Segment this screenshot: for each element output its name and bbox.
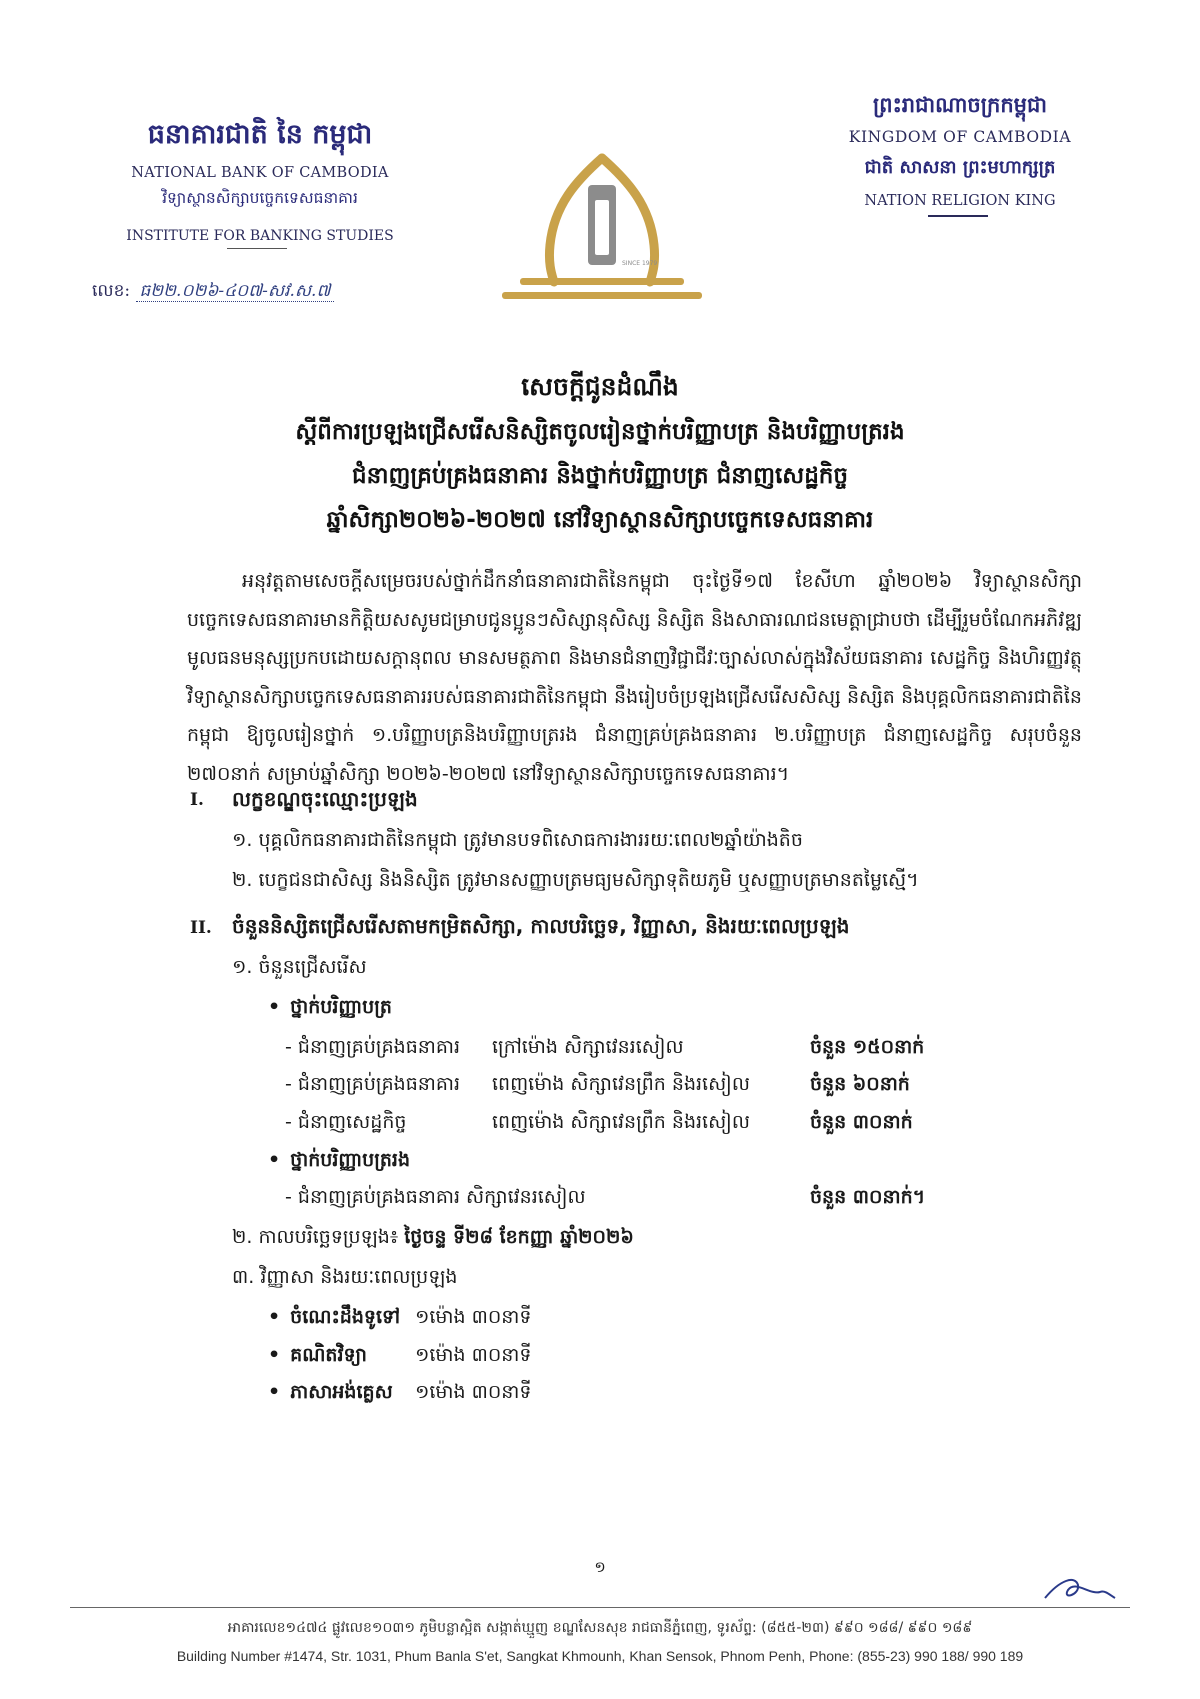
bachelor-row-2-count: ចំនួន ៦០នាក់: [810, 1073, 910, 1095]
subject-3-duration: ១ម៉ោង ៣០នាទី: [415, 1381, 532, 1403]
section-2-heading: ចំនួននិស្សិតជ្រើសរើសតាមកម្រិតសិក្សា, កាលបរិច្ឆេទ, វិញ្ញាសា, និងរយៈពេលប្រឡង: [232, 914, 850, 938]
associate-row-1-count: ចំនួន ៣០នាក់។: [810, 1186, 926, 1208]
bank-english-name: NATIONAL BANK OF CAMBODIA: [131, 165, 389, 181]
reference-value: ធ២២.០២៦-៤០៧-សវ.ស.៧: [136, 281, 335, 302]
bachelor-row-2-schedule: ពេញម៉ោង សិក្សាវេនព្រឹក និងរសៀល: [492, 1073, 750, 1095]
kingdom-english: KINGDOM OF CAMBODIA: [848, 128, 1072, 146]
section-1-heading: លក្ខខណ្ឌចុះឈ្មោះប្រឡង: [232, 787, 418, 811]
header-left-divider: [227, 248, 287, 249]
subject-1-duration: ១ម៉ោង ៣០នាទី: [415, 1306, 532, 1328]
intro-paragraph: អនុវត្តតាមសេចក្តីសម្រេចរបស់ថ្នាក់ដឹកនាំធនាគារជាតិនៃកម្ពុជា ចុះថ្ងៃទី១៧ ខែសីហា ឆ្នាំ២០២៦ វិទ្យាស្ថានសិក្សាបច្ចេកទេសធនាគារមានកិត្តិយសសូមជម្រាបជូនប្អូនៗសិស្សានុសិស្ស និស្សិត និងសាធារណជនមេត្តាជ្រាបថា ដើម្បីរួមចំណែកអភិវឌ្ឍមូលធនមនុស្សប្រកបដោយសក្តានុពល មានសមត្ថភាព និងមានជំនាញវិជ្ជាជីវៈច្បាស់លាស់ក្នុងវិស័យធនាគារ សេដ្ឋកិច្ច និងហិរញ្ញវត្ថុ វិទ្យាស្ថានសិក្សាបច្ចេកទេសធនាគាររបស់ធនាគារជាតិនៃកម្ពុជា នឹងរៀបចំប្រឡងជ្រើសរើសសិស្ស និស្សិត និងបុគ្គលិកធនាគារជាតិនៃកម្ពុជា ឱ្យចូលរៀនថ្នាក់ ១.បរិញ្ញាបត្រនិងបរិញ្ញាបត្ររង ជំនាញគ្រប់គ្រងធនាគារ ២.បរិញ្ញាបត្រ ជំនាញសេដ្ឋកិច្ច សរុបចំនួន ២៧០នាក់ សម្រាប់ឆ្នាំសិក្សា ២០២៦-២០២៧ នៅវិទ្យាស្ថានសិក្សាបច្ចេកទេសធនាគារ។: [187, 570, 1082, 785]
bachelor-row-1-schedule: ក្រៅម៉ោង សិក្សាវេនរសៀល: [492, 1036, 684, 1058]
associate-row-1-major: - ជំនាញគ្រប់គ្រងធនាគារ សិក្សាវេនរសៀល: [285, 1186, 586, 1208]
bachelor-row-2-major: - ជំនាញគ្រប់គ្រងធនាគារ: [285, 1073, 460, 1095]
subject-3-name: • ភាសាអង់គ្លេស: [268, 1380, 393, 1408]
footer-english-address: Building Number #1474, Str. 1031, Phum Banla S'et, Sangkat Khmounh, Khan Sensok, Phnom Penh, Phone: (855-23) 990 188/ 990 189: [176, 1648, 1024, 1664]
bachelor-row-3-schedule: ពេញម៉ោង សិក្សាវេនព្រឹក និងរសៀល: [492, 1111, 750, 1133]
subject-2-name: • គណិតវិទ្យា: [268, 1343, 367, 1371]
exam-date-value: ថ្ងៃចន្ទ ទី២៨ ខែកញ្ញា ឆ្នាំ២០២៦: [404, 1226, 634, 1248]
header-right-divider: [928, 215, 988, 217]
section-1-item-2: ២. បេក្ខជនជាសិស្ស និងនិស្សិត ត្រូវមានសញ្ញាបត្រមធ្យមសិក្សាទុតិយភូមិ ឬសញ្ញាបត្រមានតម្លៃស្មើ។: [232, 869, 919, 891]
exam-date-line: [232, 1225, 634, 1253]
reference-label: លេខ:: [92, 281, 131, 301]
subject-2-duration: ១ម៉ោង ៣០នាទី: [415, 1344, 532, 1366]
kingdom-khmer: ព្រះរាជាណាចក្រកម្ពុជា: [872, 92, 1047, 117]
section-2-number: II.: [190, 918, 212, 938]
institute-english-name: INSTITUTE FOR BANKING STUDIES: [126, 228, 394, 244]
initials-signature-icon: [1040, 1570, 1120, 1610]
section-2-sub-1: ១. ចំនួនជ្រើសរើស: [232, 956, 367, 978]
bank-khmer-name: ធនាគារជាតិ នៃ កម្ពុជា: [147, 119, 373, 150]
section-1-number: I.: [190, 790, 204, 810]
document-subtitle-line-3: ឆ្នាំសិក្សា២០២៦-២០២៧ នៅវិទ្យាស្ថានសិក្សាបច្ចេកទេសធនាគារ: [326, 507, 874, 533]
bachelor-row-3-count: ចំនួន ៣០នាក់: [810, 1111, 913, 1133]
document-subtitle-line-2: ជំនាញគ្រប់គ្រងធនាគារ និងថ្នាក់បរិញ្ញាបត្រ ជំនាញសេដ្ឋកិច្ច: [351, 463, 848, 489]
subject-1-name: • ចំណេះដឹងទូទៅ: [268, 1305, 400, 1333]
footer-khmer-address: អាគារលេខ១៤៧៤ ផ្លូវលេខ១០៣១ ភូមិបន្លាស្អិត សង្កាត់ឃ្មួញ ខណ្ឌសែនសុខ រាជធានីភ្នំពេញ, ទូរស័ព្ទ: (៨៥៥-២៣) ៩៩០ ១៨៨/ ៩៩០ ១៨៩: [227, 1620, 973, 1636]
bachelor-row-1-major: - ជំនាញគ្រប់គ្រងធនាគារ: [285, 1036, 460, 1058]
footer-divider: [70, 1607, 1130, 1608]
document-subtitle-line-1: ស្តីពីការប្រឡងជ្រើសរើសនិស្សិតចូលរៀនថ្នាក់បរិញ្ញាបត្រ និងបរិញ្ញាបត្ររង: [295, 419, 905, 445]
document-title: សេចក្តីជូនដំណឹង: [521, 372, 679, 401]
section-1-item-1: ១. បុគ្គលិកធនាគារជាតិនៃកម្ពុជា ត្រូវមានបទពិសោធការងាររយៈពេល២ឆ្នាំយ៉ាងតិច: [232, 829, 803, 851]
group-associate-title: • ថ្នាក់បរិញ្ញាបត្ររង: [268, 1148, 410, 1176]
exam-date-label: ២. កាលបរិច្ឆេទប្រឡង៖: [232, 1226, 399, 1248]
group-bachelor-title: • ថ្នាក់បរិញ្ញាបត្រ: [268, 995, 392, 1023]
institute-khmer-name: វិទ្យាស្ថានសិក្សាបច្ចេកទេសធនាគារ: [162, 189, 358, 207]
bachelor-row-3-major: - ជំនាញសេដ្ឋកិច្ច: [285, 1111, 407, 1133]
page-number: ១: [594, 1558, 606, 1576]
section-2-sub-3: ៣. វិញ្ញាសា និងរយៈពេលប្រឡង: [232, 1266, 458, 1288]
motto-english: NATION RELIGION KING: [864, 193, 1056, 209]
logo-since-text: SINCE 1979: [622, 260, 658, 267]
institute-logo-icon: [492, 150, 712, 310]
motto-khmer: ជាតិ សាសនា ព្រះមហាក្សត្រ: [864, 157, 1056, 178]
reference-number: [92, 280, 334, 305]
bachelor-row-1-count: ចំនួន ១៥០នាក់: [810, 1036, 925, 1058]
